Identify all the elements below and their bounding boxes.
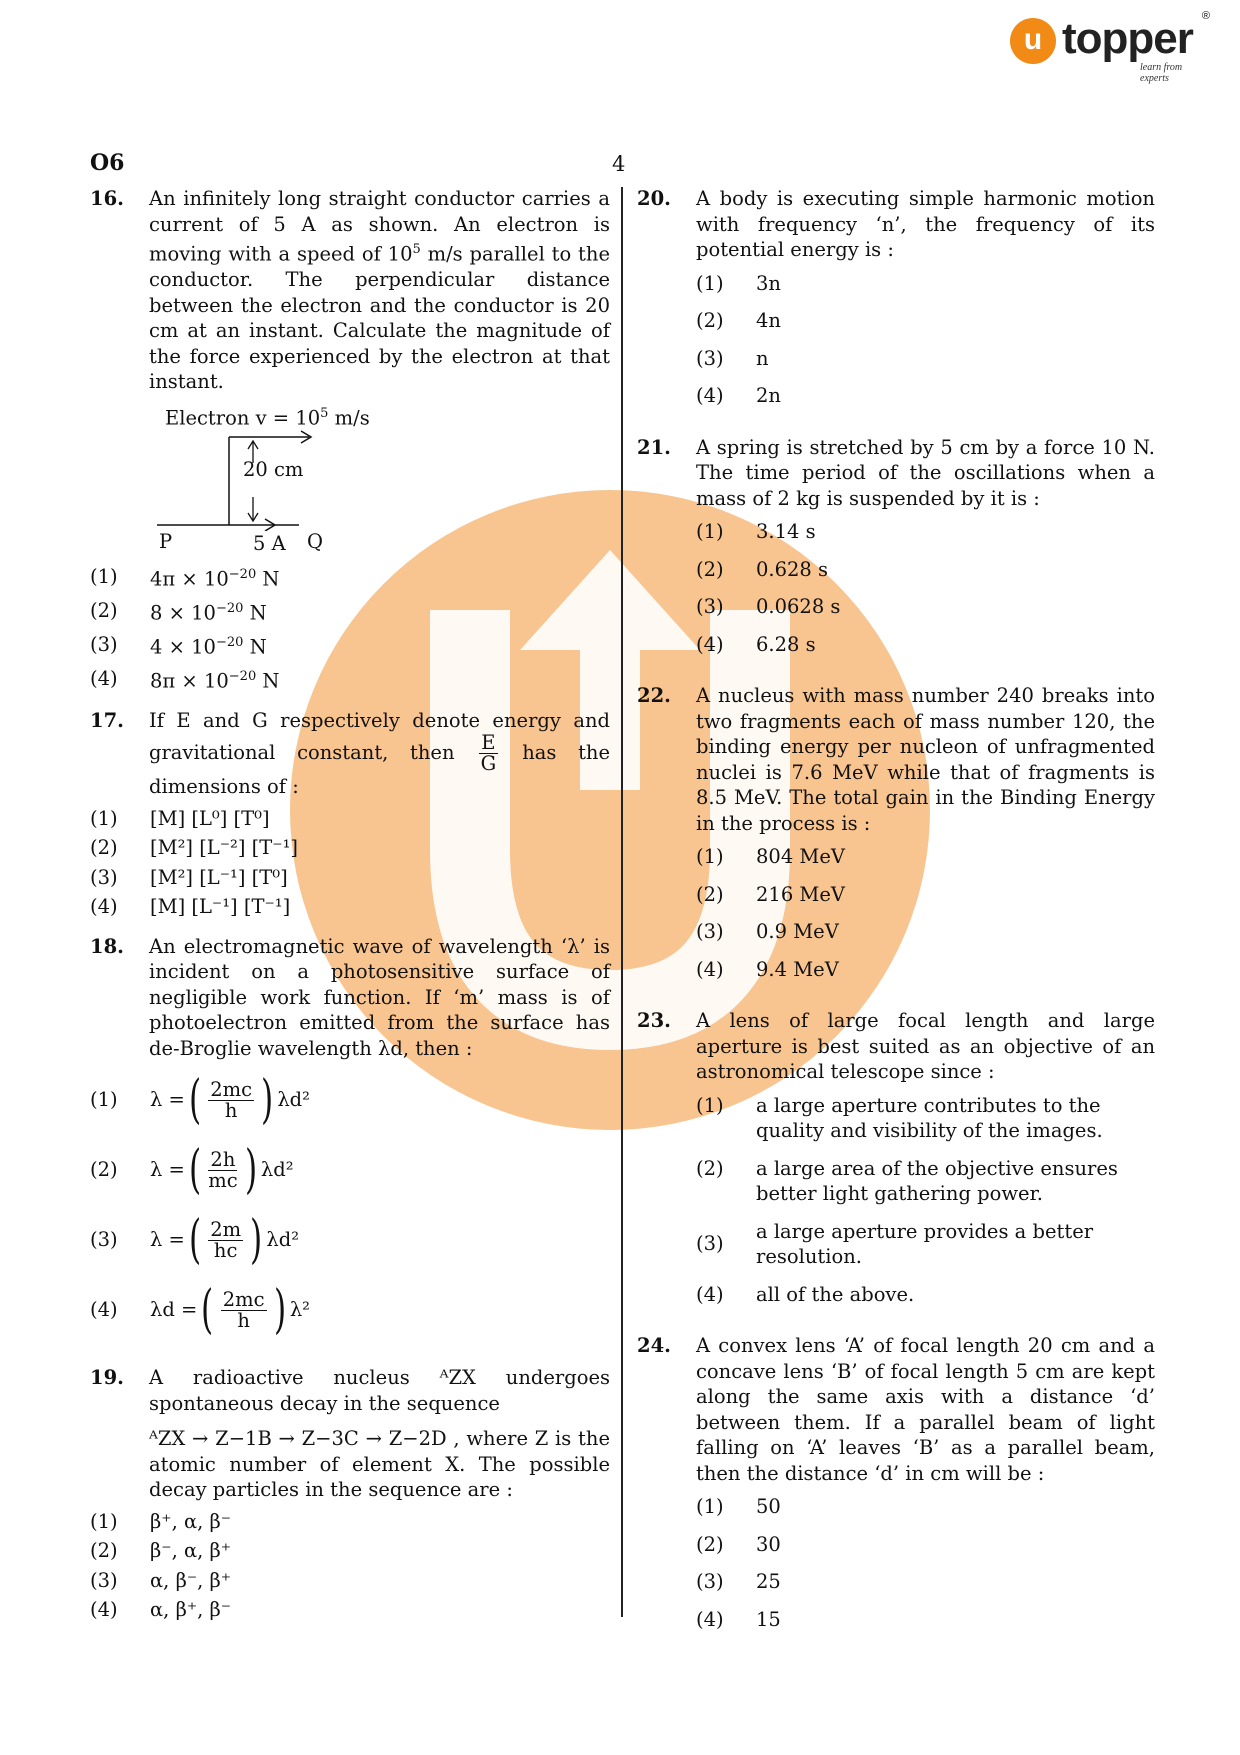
distance-label: 20 cm	[243, 457, 304, 481]
question-text: An electromagnetic wave of wavelength ‘λ’ is incident on a photosensitive surface of negligible work function. If ‘m’ mass is of photoelectron emitted from the surface has de-Broglie wavelength λd, then :	[149, 934, 610, 1060]
superscript: 5	[320, 405, 329, 421]
question-text: A spring is stretched by 5 cm by a force 10 N. The time period of the oscillations when a mass of 2 kg is suspended by it is :	[696, 435, 1155, 510]
fraction-numerator: 2mc	[222, 1287, 265, 1311]
fraction-numerator: 2m	[210, 1217, 242, 1241]
option-text: [M] [L⁰] [T⁰]	[150, 806, 270, 830]
option-number: (2)	[90, 1539, 118, 1562]
decay-sequence: ᴬZX → Z−1B → Z−3C → Z−2D ,	[149, 1427, 460, 1450]
registered-icon: ®	[1201, 10, 1210, 22]
question-text: A body is executing simple harmonic motion with frequency ‘n’, the frequency of its potential energy is :	[696, 187, 1155, 261]
option-1[interactable]	[90, 806, 610, 832]
option-text: 0.628 s	[756, 557, 829, 581]
option-text	[150, 630, 610, 660]
option-text: a large aperture contributes to the quality and visibility of the images.	[756, 1093, 1103, 1142]
option-number: (4)	[90, 895, 118, 918]
option-number: (1)	[90, 1088, 118, 1112]
option-number: (2)	[696, 309, 724, 332]
question-text-part: where Z is the atomic number of element X. The possible decay particles in the sequence are :	[149, 1427, 610, 1501]
option-3[interactable]	[696, 1219, 1155, 1270]
option-text: n	[756, 346, 769, 370]
option-text: α, β⁺, β⁻	[150, 1598, 232, 1621]
option-text: all of the above.	[756, 1282, 915, 1306]
option-unit: N	[243, 635, 267, 658]
superscript: −20	[215, 634, 244, 650]
option-number: (1)	[90, 806, 118, 830]
formula-rhs: λ²	[289, 1298, 310, 1322]
option-2[interactable]	[90, 1538, 610, 1564]
superscript: 5	[412, 242, 421, 257]
option-formula	[150, 1140, 610, 1200]
fraction	[208, 1077, 254, 1122]
option-3[interactable]	[696, 346, 1155, 372]
option-number: (4)	[90, 666, 118, 690]
superscript: −20	[215, 600, 244, 616]
question-number: 23.	[637, 1009, 671, 1032]
option-2[interactable]	[696, 308, 1155, 334]
paren-group	[197, 1280, 289, 1340]
option-number: (4)	[696, 957, 724, 981]
question-16	[90, 186, 610, 694]
option-text: 15	[756, 1607, 781, 1631]
option-4[interactable]	[90, 894, 610, 920]
option-1[interactable]	[90, 1509, 610, 1535]
left-paren: (	[188, 1140, 202, 1200]
logo-u-icon: u	[1010, 18, 1056, 64]
options	[696, 844, 1155, 982]
right-column	[637, 186, 1155, 1632]
option-number: (2)	[696, 1156, 724, 1180]
question-23	[637, 1008, 1155, 1307]
current-label: 5 A	[253, 531, 286, 555]
page-number: 4	[612, 152, 626, 176]
question-text: A nucleus with mass number 240 breaks into two fragments each of mass number 120, the binding energy per nucleon of unfragmented nuclei is 7.6 MeV while that of fragments is 8.5 MeV. The total gain in the Binding Energy in the process is :	[696, 684, 1155, 835]
option-2[interactable]	[696, 1156, 1155, 1207]
paren-group	[185, 1210, 267, 1270]
question-text	[149, 186, 610, 395]
option-text	[150, 562, 610, 592]
right-paren: )	[273, 1280, 286, 1340]
option-base: 4 × 10	[150, 635, 216, 658]
option-unit: N	[256, 669, 280, 692]
option-text: [M²] [L⁻¹] [T⁰]	[150, 865, 288, 889]
option-formula	[150, 1210, 610, 1270]
option-number: (4)	[90, 1598, 118, 1621]
decay-sequence-text	[149, 1426, 610, 1503]
paper-code: O6	[90, 150, 125, 176]
option-1[interactable]	[90, 562, 610, 592]
option-3[interactable]	[696, 919, 1155, 945]
option-text: 50	[756, 1495, 781, 1518]
option-text: 3n	[756, 271, 781, 295]
question-text-part: If E and G respectively denote energy and gravitational constant, then	[149, 708, 610, 764]
question-22	[637, 683, 1155, 982]
fraction-numerator: 2h	[210, 1147, 236, 1171]
option-unit: N	[243, 601, 267, 624]
question-text-part: has the dimensions of :	[149, 741, 611, 798]
options	[696, 519, 1155, 657]
option-3[interactable]	[90, 1207, 610, 1273]
option-number: (1)	[696, 845, 724, 868]
option-4[interactable]	[90, 1277, 610, 1343]
question-20	[637, 186, 1155, 409]
option-number: (1)	[696, 1495, 724, 1518]
formula-rhs: λd²	[260, 1158, 294, 1182]
question-text: A radioactive nucleus ᴬZX undergoes spontaneous decay in the sequence	[149, 1366, 610, 1415]
conductor-diagram	[149, 401, 610, 556]
column-divider	[621, 187, 623, 1617]
option-number: (2)	[696, 882, 724, 906]
option-4[interactable]	[696, 383, 1155, 409]
right-paren: )	[244, 1140, 257, 1200]
options	[90, 1067, 610, 1343]
left-column	[90, 186, 610, 1623]
option-text: α, β⁻, β⁺	[150, 1568, 232, 1592]
option-number: (1)	[696, 271, 724, 295]
question-number: 19.	[90, 1366, 124, 1389]
option-1[interactable]	[696, 1494, 1155, 1520]
options	[90, 562, 610, 694]
question-number: 21.	[637, 435, 671, 459]
option-number: (2)	[696, 557, 724, 581]
right-paren: )	[261, 1070, 274, 1130]
question-text: A convex lens ‘A’ of focal length 20 cm and a concave lens ‘B’ of focal length 5 cm are kept along the same axis with a distance ‘d’ between them. If a parallel beam of light falling on ‘A’ leaves ‘B’ as a parallel beam, then the distance ‘d’ in cm will be :	[696, 1334, 1155, 1485]
option-3[interactable]	[90, 630, 610, 660]
option-number: (3)	[696, 1232, 724, 1256]
option-base: 8π × 10	[150, 669, 229, 692]
fraction-denominator: G	[480, 752, 497, 775]
option-number: (2)	[696, 1532, 724, 1556]
left-paren: (	[188, 1210, 202, 1270]
electron-unit: m/s	[328, 406, 370, 429]
fraction-numerator: 2mc	[210, 1077, 253, 1101]
option-text: β⁻, α, β⁺	[150, 1539, 232, 1562]
topper-logo	[1010, 10, 1210, 84]
question-19	[90, 1365, 610, 1623]
option-text: 6.28 s	[756, 632, 816, 656]
option-base: 8 × 10	[150, 601, 216, 624]
options	[696, 1093, 1155, 1308]
option-unit: N	[256, 567, 280, 590]
formula-rhs: λd²	[266, 1228, 300, 1252]
logo-tagline: learn from experts	[1140, 62, 1183, 84]
fraction-denominator: hc	[213, 1238, 238, 1262]
question-21	[637, 435, 1155, 658]
option-text: 30	[756, 1532, 781, 1556]
option-4[interactable]	[696, 1607, 1155, 1633]
option-base: 4π × 10	[150, 567, 229, 590]
fraction	[208, 1147, 238, 1192]
option-4[interactable]	[696, 632, 1155, 658]
option-3[interactable]	[90, 865, 610, 891]
question-text-part: An infinitely long straight conductor carries a current of 5 A as shown. An electron is moving with a speed of 10	[149, 187, 610, 266]
question-text	[149, 708, 610, 800]
fraction-denominator: mc	[208, 1168, 238, 1192]
options	[696, 271, 1155, 409]
right-paren: )	[250, 1210, 263, 1270]
fraction	[221, 1287, 267, 1332]
option-2[interactable]	[90, 835, 610, 861]
options	[90, 1509, 610, 1623]
paren-group	[185, 1140, 261, 1200]
option-1[interactable]	[696, 271, 1155, 297]
formula-lhs: λ =	[150, 1228, 185, 1252]
option-text	[150, 596, 610, 626]
formula-lhs: λd =	[150, 1298, 198, 1322]
option-formula	[150, 1070, 610, 1130]
option-number: (2)	[90, 598, 118, 622]
option-number: (3)	[90, 1568, 118, 1592]
point-p-label: P	[159, 529, 173, 553]
option-2[interactable]	[90, 596, 610, 626]
option-2[interactable]	[696, 1532, 1155, 1558]
superscript: −20	[228, 566, 257, 582]
option-number: (3)	[90, 865, 118, 889]
option-text: β⁺, α, β⁻	[150, 1509, 232, 1533]
question-text: A lens of large focal length and large aperture is best suited as an objective of an astronomical telescope since :	[696, 1009, 1155, 1083]
option-4[interactable]	[696, 957, 1155, 983]
option-text: 9.4 MeV	[756, 957, 839, 981]
question-number: 17.	[90, 708, 124, 732]
option-2[interactable]	[696, 557, 1155, 583]
options	[90, 806, 610, 920]
question-number: 24.	[637, 1334, 671, 1357]
paren-group	[185, 1070, 277, 1130]
option-3[interactable]	[696, 1569, 1155, 1595]
option-1[interactable]	[696, 844, 1155, 870]
option-1[interactable]	[696, 1093, 1155, 1144]
option-2[interactable]	[696, 882, 1155, 908]
option-text: 0.0628 s	[756, 595, 841, 618]
superscript: −20	[228, 668, 257, 684]
option-text: a large area of the objective ensures better light gathering power.	[756, 1156, 1118, 1205]
fraction-denominator: h	[237, 1308, 250, 1332]
option-number: (1)	[90, 564, 118, 588]
option-number: (1)	[696, 520, 724, 543]
option-number: (4)	[696, 632, 724, 656]
question-18	[90, 934, 610, 1344]
option-4[interactable]	[90, 1597, 610, 1623]
option-3[interactable]	[90, 1568, 610, 1594]
left-paren: (	[201, 1280, 214, 1340]
option-number: (3)	[696, 920, 724, 943]
option-number: (1)	[696, 1093, 724, 1117]
question-number: 18.	[90, 934, 124, 958]
option-number: (3)	[696, 1570, 724, 1593]
fraction	[479, 733, 497, 774]
logo-wordmark: topper	[1062, 14, 1193, 63]
options	[696, 1494, 1155, 1632]
left-paren: (	[188, 1070, 202, 1130]
fraction	[208, 1217, 243, 1262]
formula-rhs: λd²	[277, 1088, 310, 1112]
option-number: (4)	[696, 1607, 724, 1631]
option-text: 0.9 MeV	[756, 920, 839, 943]
option-text: 4n	[756, 309, 781, 332]
question-text-part: m/s parallel to the conductor. The perpendicular distance between the electron and the conductor is 20 cm at an instant. Calculate the magnitude of the force experienced by the electron at that instant.	[149, 242, 610, 393]
fraction-numerator: E	[481, 731, 496, 754]
option-text: 25	[756, 1570, 781, 1593]
option-number: (4)	[696, 1282, 724, 1306]
option-number: (4)	[90, 1298, 118, 1322]
point-q-label: Q	[307, 529, 323, 553]
option-number: (4)	[696, 384, 724, 407]
formula-lhs: λ =	[150, 1158, 185, 1182]
option-text: [M²] [L⁻²] [T⁻¹]	[150, 836, 299, 859]
option-number: (3)	[696, 346, 724, 370]
formula-lhs: λ =	[150, 1088, 185, 1112]
option-number: (3)	[696, 595, 724, 618]
question-number: 16.	[90, 187, 124, 210]
option-formula	[150, 1280, 610, 1340]
option-text: [M] [L⁻¹] [T⁻¹]	[150, 895, 291, 918]
option-number: (3)	[90, 1228, 118, 1252]
question-17	[90, 708, 610, 920]
option-4[interactable]	[90, 664, 610, 694]
option-2[interactable]	[90, 1137, 610, 1203]
option-text: 216 MeV	[756, 882, 846, 906]
option-number: (3)	[90, 632, 118, 656]
electron-label-text: Electron v = 10	[165, 406, 321, 429]
option-text: 2n	[756, 384, 781, 407]
option-1[interactable]	[90, 1067, 610, 1133]
option-text	[150, 664, 610, 694]
option-4[interactable]	[696, 1282, 1155, 1308]
option-text: a large aperture provides a better resolution.	[756, 1219, 1094, 1268]
option-3[interactable]	[696, 594, 1155, 620]
option-number: (2)	[90, 1158, 118, 1182]
question-24	[637, 1333, 1155, 1632]
option-number: (1)	[90, 1509, 118, 1533]
question-number: 22.	[637, 684, 671, 707]
option-text: 804 MeV	[756, 845, 846, 868]
fraction-denominator: h	[224, 1098, 238, 1122]
question-number: 20.	[637, 187, 671, 210]
option-text: 3.14 s	[756, 520, 816, 543]
option-number: (2)	[90, 836, 118, 859]
option-1[interactable]	[696, 519, 1155, 545]
